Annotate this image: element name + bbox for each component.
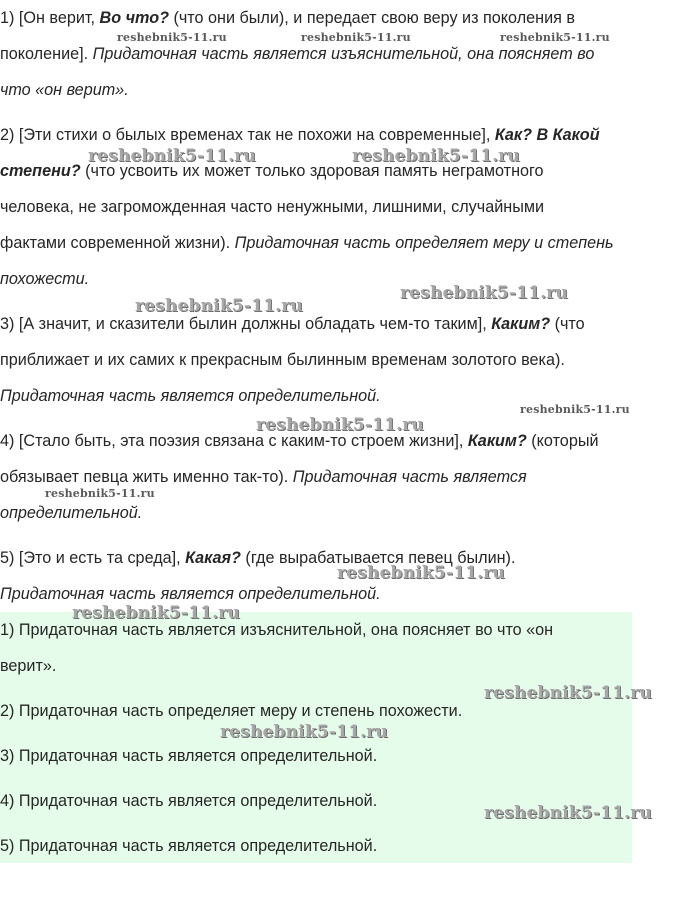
answer-line-1: 1) Придаточная часть является изъяснительной, она поясняет во что «он (0, 621, 554, 639)
answer-line-5: 4) Придаточная часть является определительной. (0, 792, 378, 810)
watermark: reshebnik5-11.ru (88, 146, 256, 166)
question-text: Как? В Какой (494, 126, 600, 144)
watermark: reshebnik5-11.ru (352, 146, 520, 166)
paragraph-1-line-3 (0, 72, 680, 108)
watermark: reshebnik5-11.ru (135, 296, 303, 316)
explanation-text: похожести. (0, 270, 90, 288)
question-text: Какая? (185, 549, 241, 567)
answer-line-3: 2) Придаточная часть определяет меру и степень похожести. (0, 702, 463, 720)
sentence-text: (где вырабатывается певец былин). (240, 549, 516, 567)
watermark: reshebnik5-11.ru (337, 563, 505, 583)
explanation-text: что «он верит». (0, 81, 129, 99)
answer-line-2: верит». (0, 657, 57, 675)
sentence-text: приближает и их самих к прекрасным былинным временам золотого века). (0, 351, 565, 369)
answer-line-4: 3) Придаточная часть является определительной. (0, 747, 378, 765)
explanation-text: Придаточная часть определяет меру и степень (234, 234, 614, 252)
sentence-text: (что (550, 315, 585, 333)
watermark: reshebnik5-11.ru (301, 31, 411, 44)
paragraph-2-line-3 (0, 189, 680, 225)
watermark: reshebnik5-11.ru (500, 31, 610, 44)
explanation-text: Придаточная часть является определительной. (0, 585, 381, 603)
explanation-text: Придаточная часть является определительной. (0, 387, 381, 405)
watermark: reshebnik5-11.ru (220, 722, 388, 742)
question-text: Каким? (467, 432, 527, 450)
answer-line-6: 5) Придаточная часть является определительной. (0, 837, 378, 855)
question-text: Каким? (491, 315, 551, 333)
watermark: reshebnik5-11.ru (484, 683, 652, 703)
paragraph-2-line-5 (0, 261, 680, 297)
sentence-text: обязывает певца жить именно так-то). (0, 468, 293, 486)
explanation-text: определительной. (0, 504, 143, 522)
watermark: reshebnik5-11.ru (256, 415, 424, 435)
watermark: reshebnik5-11.ru (45, 487, 155, 500)
sentence-text: 2) [Эти стихи о былых временах так не похожи на современные], (0, 126, 495, 144)
watermark: reshebnik5-11.ru (520, 403, 630, 416)
question-text: Во что? (99, 9, 169, 27)
sentence-text: поколение]. (0, 45, 93, 63)
explanation-text: Придаточная часть является (292, 468, 527, 486)
paragraph-2-line-4 (0, 225, 680, 261)
sentence-text: 4) [Стало быть, эта поэзия связана с каким-то строем жизни], (0, 432, 468, 450)
watermark: reshebnik5-11.ru (117, 31, 227, 44)
explanation-text: Придаточная часть является изъяснительной, она поясняет во (92, 45, 595, 63)
sentence-text: (что усвоить их может только здоровая память неграмотного (80, 162, 544, 180)
sentence-text: 3) [А значит, и сказители былин должны обладать чем-то таким], (0, 315, 492, 333)
sentence-text: 5) [Это и есть та среда], (0, 549, 186, 567)
paragraph-3-line-2 (0, 342, 680, 378)
sentence-text: (что они были), и передает свою веру из поколения в (168, 9, 575, 27)
watermark: reshebnik5-11.ru (72, 603, 240, 623)
sentence-text: фактами современной жизни). (0, 234, 235, 252)
sentence-text: 1) [Он верит, (0, 9, 100, 27)
watermark: reshebnik5-11.ru (484, 803, 652, 823)
sentence-text: (который (526, 432, 599, 450)
paragraph-4-line-3 (0, 495, 680, 531)
paragraph-3-line-1 (0, 306, 680, 342)
watermark: reshebnik5-11.ru (400, 283, 568, 303)
sentence-text: человека, не загроможденная часто ненужными, лишними, случайными (0, 198, 544, 216)
question-text: степени? (0, 162, 81, 180)
